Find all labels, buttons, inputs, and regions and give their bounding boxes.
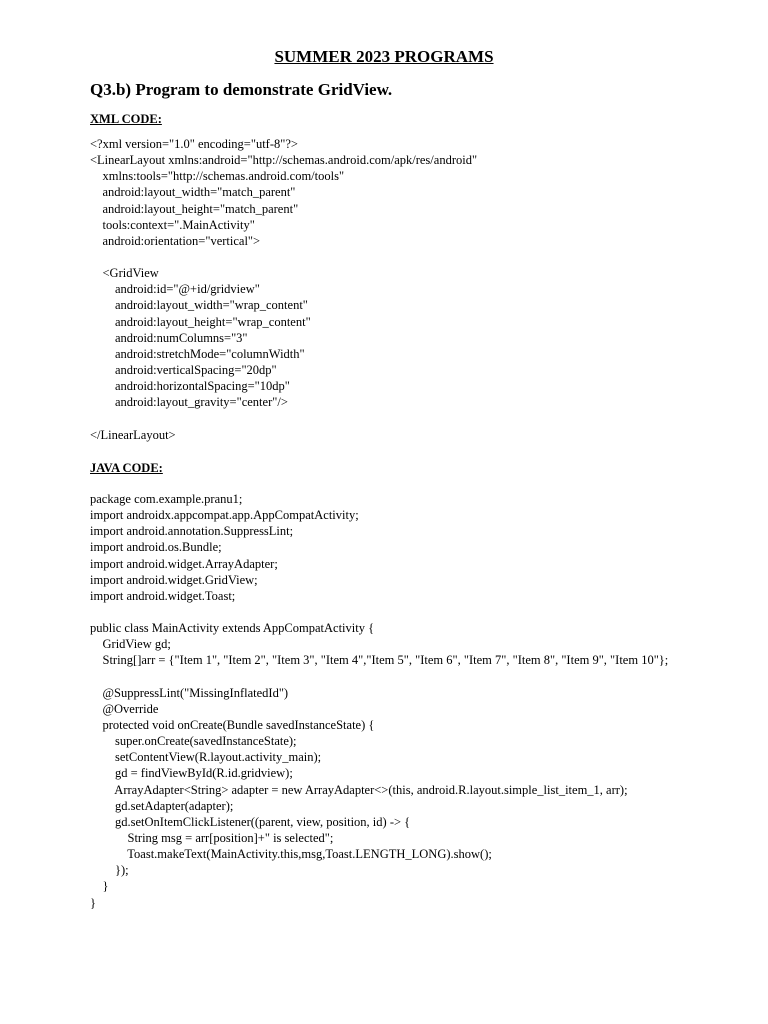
xml-code-line: android:layout_height="wrap_content"	[90, 314, 311, 329]
java-code-block	[90, 491, 668, 911]
java-code-line: @Override	[90, 701, 159, 716]
xml-code-line: android:layout_gravity="center"/>	[90, 395, 288, 410]
java-code-line: }	[90, 879, 109, 894]
question-heading: Q3.b) Program to demonstrate GridView.	[90, 80, 393, 99]
java-code-line: import android.widget.ArrayAdapter;	[90, 556, 278, 571]
java-code-line: package com.example.pranu1;	[90, 492, 243, 506]
java-code-line: Toast.makeText(MainActivity.this,msg,Toast.LENGTH_LONG).show();	[90, 847, 492, 862]
java-code-line: import android.annotation.SuppressLint;	[90, 524, 294, 539]
java-code-line: }	[90, 895, 96, 910]
java-code-line: import android.widget.GridView;	[90, 572, 258, 587]
xml-code-line: android:verticalSpacing="20dp"	[90, 362, 277, 377]
xml-code-line: android:layout_width="match_parent"	[90, 185, 296, 200]
xml-code-line: android:id="@+id/gridview"	[90, 282, 260, 297]
java-code-line: GridView gd;	[90, 637, 171, 652]
xml-code-line: android:horizontalSpacing="10dp"	[90, 379, 290, 394]
java-code-line: import android.os.Bundle;	[90, 540, 222, 555]
java-code-line: gd.setOnItemClickListener((parent, view, position, id) -> {	[90, 814, 411, 829]
xml-code-line: android:orientation="vertical">	[90, 233, 261, 248]
java-code-line: ArrayAdapter<String> adapter = new ArrayAdapter<>(this, android.R.layout.simple_list_item_1, arr);	[90, 782, 628, 797]
xml-code-line: xmlns:tools="http://schemas.android.com/tools"	[90, 169, 345, 184]
java-code-line: import android.widget.Toast;	[90, 588, 236, 603]
java-code-line: gd.setAdapter(adapter);	[90, 798, 234, 813]
xml-code-line	[90, 249, 477, 265]
java-code-line: String[]arr = {"Item 1", "Item 2", "Item 3", "Item 4","Item 5", "Item 6", "Item 7", "Item 8", "Item 9", "Item 10"};	[90, 653, 669, 668]
xml-code-block	[90, 136, 477, 443]
xml-code-line: <LinearLayout xmlns:android="http://schemas.android.com/apk/res/android"	[90, 153, 478, 168]
xml-code-line: <?xml version="1.0" encoding="utf-8"?>	[90, 137, 298, 151]
java-code-heading: JAVA CODE:	[90, 461, 163, 475]
xml-code-line: android:stretchMode="columnWidth"	[90, 346, 305, 361]
xml-code-line	[90, 410, 477, 426]
java-code-line: gd = findViewById(R.id.gridview);	[90, 766, 293, 781]
java-code-line: setContentView(R.layout.activity_main);	[90, 750, 322, 765]
java-code-line: @SuppressLint("MissingInflatedId")	[90, 685, 289, 700]
document-title: SUMMER 2023 PROGRAMS	[274, 47, 494, 66]
java-code-line: import androidx.appcompat.app.AppCompatActivity;	[90, 508, 359, 523]
xml-code-line: <GridView	[90, 266, 159, 281]
java-code-line: protected void onCreate(Bundle savedInstanceState) {	[90, 717, 375, 732]
java-code-line: public class MainActivity extends AppCompatActivity {	[90, 621, 375, 636]
java-code-line	[90, 669, 668, 685]
xml-code-heading: XML CODE:	[90, 112, 162, 126]
java-code-line: super.onCreate(savedInstanceState);	[90, 734, 297, 749]
xml-code-line: tools:context=".MainActivity"	[90, 217, 255, 232]
xml-code-line: android:layout_height="match_parent"	[90, 201, 299, 216]
xml-code-line: </LinearLayout>	[90, 427, 176, 442]
xml-code-line: android:numColumns="3"	[90, 330, 248, 345]
java-code-line	[90, 604, 668, 620]
java-code-line: String msg = arr[position]+" is selected";	[90, 830, 334, 845]
xml-code-line: android:layout_width="wrap_content"	[90, 298, 308, 313]
java-code-line: });	[90, 863, 129, 878]
